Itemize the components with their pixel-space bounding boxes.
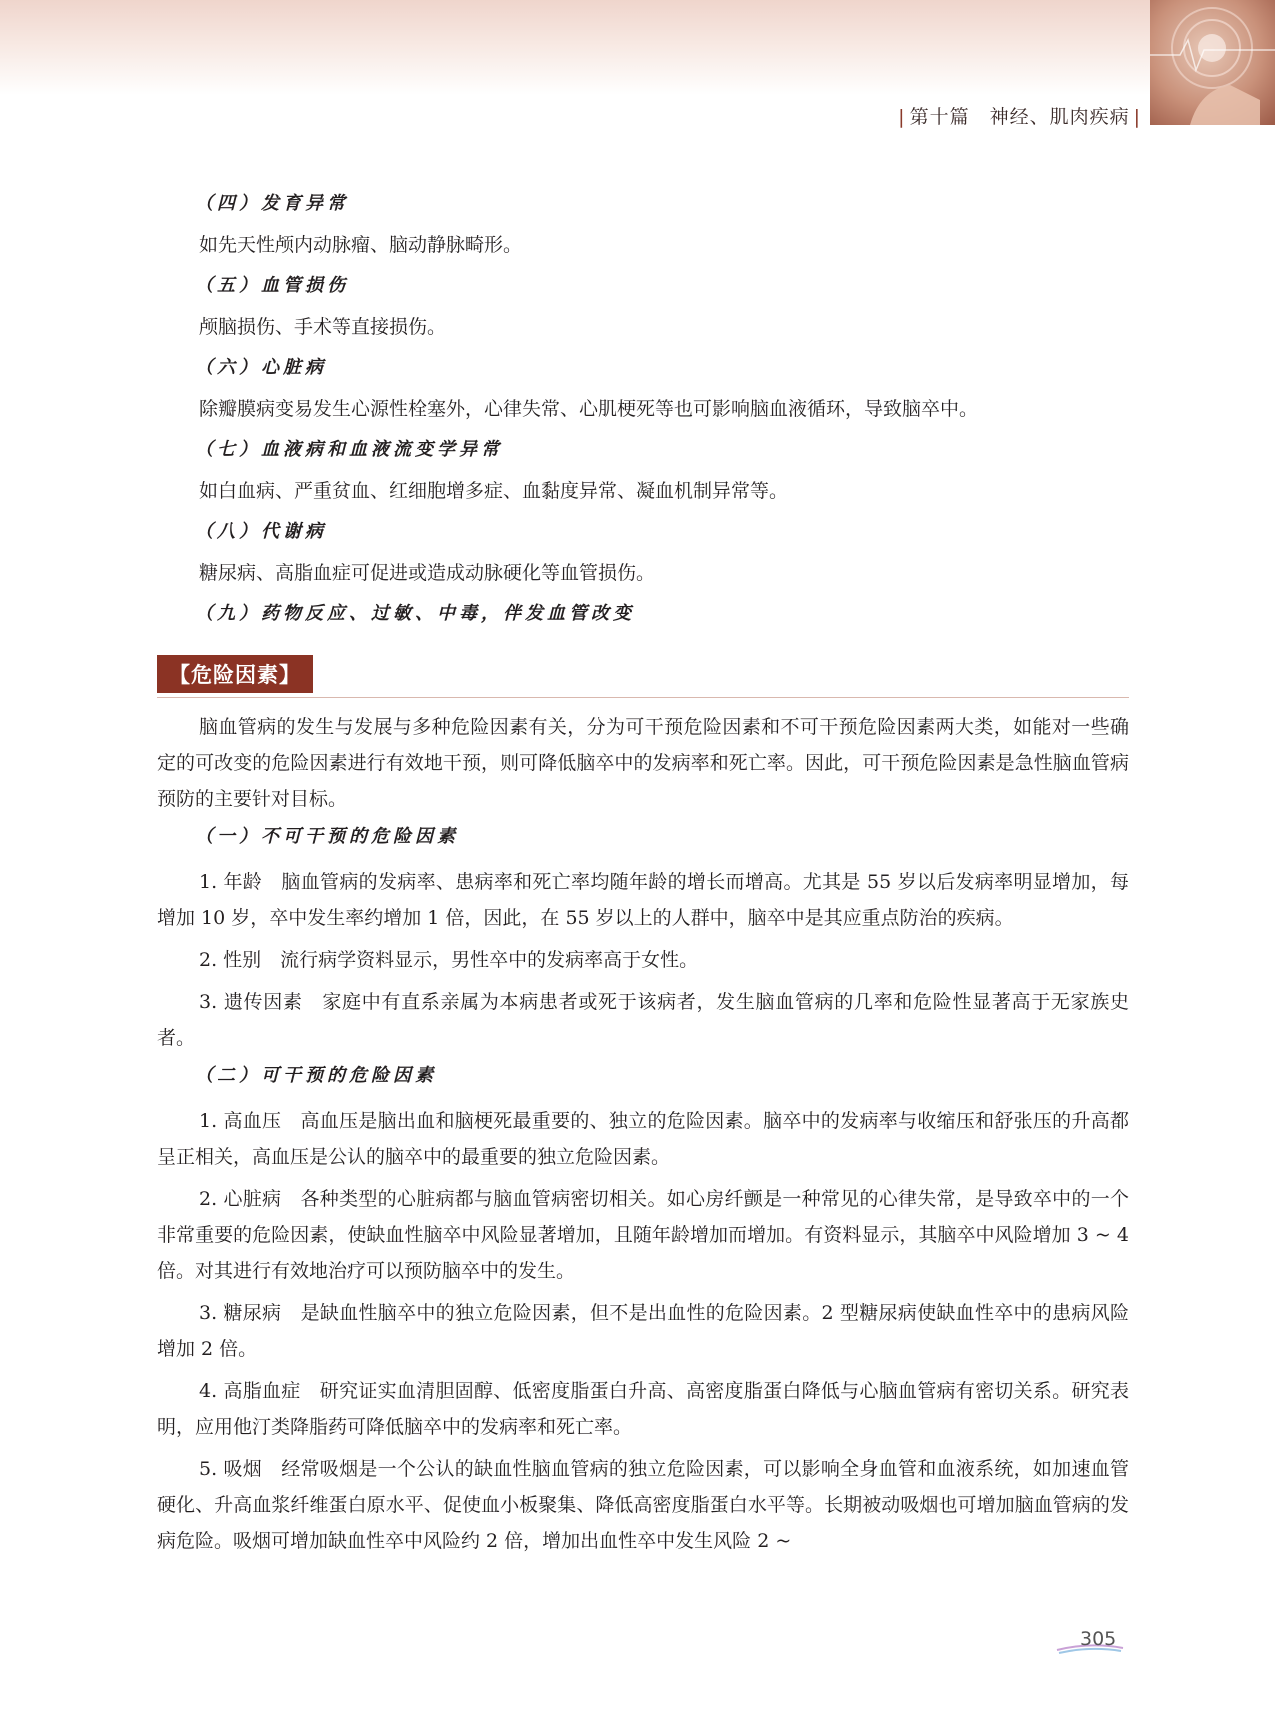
paragraph: 2. 性别 流行病学资料显示，男性卒中的发病率高于女性。 [199,949,699,971]
subsection-heading: （一）不可干预的危险因素 [195,826,459,847]
header-band [0,0,1275,95]
stethoscope-decoration-image [1150,0,1275,125]
subsection-heading: （二）可干预的危险因素 [195,1065,437,1086]
subsection-heading: （七）血液病和血液流变学异常 [195,439,503,460]
body-line: 如白血病、严重贫血、红细胞增多症、血黏度异常、凝血机制异常等。 [199,480,789,502]
paragraph: 5. 吸烟 经常吸烟是一个公认的缺血性脑血管病的独立危险因素，可以影响全身血管和血液系统，如加速血管硬化、升高血浆纤维蛋白原水平、促使血小板聚集、降低高密度脂蛋白水平等。长期被动吸烟也可增加脑血管病的发病危险。吸烟可增加缺血性卒中风险约 2 倍，增加出血性卒中发生风险 2 ~ [157,1458,1129,1552]
paragraph: 1. 年龄 脑血管病的发病率、患病率和死亡率均随年龄的增长而增高。尤其是 55 岁以后发病率明显增加，每增加 10 岁，卒中发生率约增加 1 倍，因此，在 55 岁以上的人群中，脑卒中是其应重点防治的疾病。 [157,871,1129,929]
page-number: 305 [1080,1628,1117,1650]
header-divider: | [1133,106,1141,128]
subsection-heading: （五）血管损伤 [195,275,349,296]
subsection-heading: （九）药物反应、过敏、中毒，伴发血管改变 [195,603,635,624]
section-heading-risk-factors: 【危险因素】 [157,655,313,693]
running-title: 第十篇 神经、肌肉疾病 [909,106,1130,128]
subsection-heading: （四）发育异常 [195,193,349,214]
paragraph: 1. 高血压 高血压是脑出血和脑梗死最重要的、独立的危险因素。脑卒中的发病率与收缩压和舒张压的升高都呈正相关，高血压是公认的脑卒中的最重要的独立危险因素。 [157,1110,1129,1168]
paragraph: 3. 遗传因素 家庭中有直系亲属为本病患者或死于该病者，发生脑血管病的几率和危险性显著高于无家族史者。 [157,991,1129,1049]
running-header [894,102,1145,129]
body-line: 除瓣膜病变易发生心源性栓塞外，心律失常、心肌梗死等也可影响脑血液循环，导致脑卒中。 [199,398,979,420]
header-divider: | [898,106,906,128]
subsection-heading: （八）代谢病 [195,521,327,542]
subsection-heading: （六）心脏病 [195,357,327,378]
body-line: 如先天性颅内动脉瘤、脑动静脉畸形。 [199,234,523,256]
body-line: 糖尿病、高脂血症可促进或造成动脉硬化等血管损伤。 [199,562,656,584]
paragraph: 脑血管病的发生与发展与多种危险因素有关，分为可干预危险因素和不可干预危险因素两大类，如能对一些确定的可改变的危险因素进行有效地干预，则可降低脑卒中的发病率和死亡率。因此，可干预危险因素是急性脑血管病预防的主要针对目标。 [157,716,1129,810]
paragraph: 2. 心脏病 各种类型的心脏病都与脑血管病密切相关。如心房纤颤是一种常见的心律失常，是导致卒中的一个非常重要的危险因素，使缺血性脑卒中风险显著增加，且随年龄增加而增加。有资料显示，其脑卒中风险增加 3 ~ 4 倍。对其进行有效地治疗可以预防脑卒中的发生。 [157,1188,1129,1282]
paragraph: 4. 高脂血症 研究证实血清胆固醇、低密度脂蛋白升高、高密度脂蛋白降低与心脑血管病有密切关系。研究表明，应用他汀类降脂药可降低脑卒中的发病率和死亡率。 [157,1380,1129,1438]
paragraph: 3. 糖尿病 是缺血性脑卒中的独立危险因素，但不是出血性的危险因素。2 型糖尿病使缺血性卒中的患病风险增加 2 倍。 [157,1302,1129,1360]
body-line: 颅脑损伤、手术等直接损伤。 [199,316,447,338]
document-body [157,190,1129,1565]
